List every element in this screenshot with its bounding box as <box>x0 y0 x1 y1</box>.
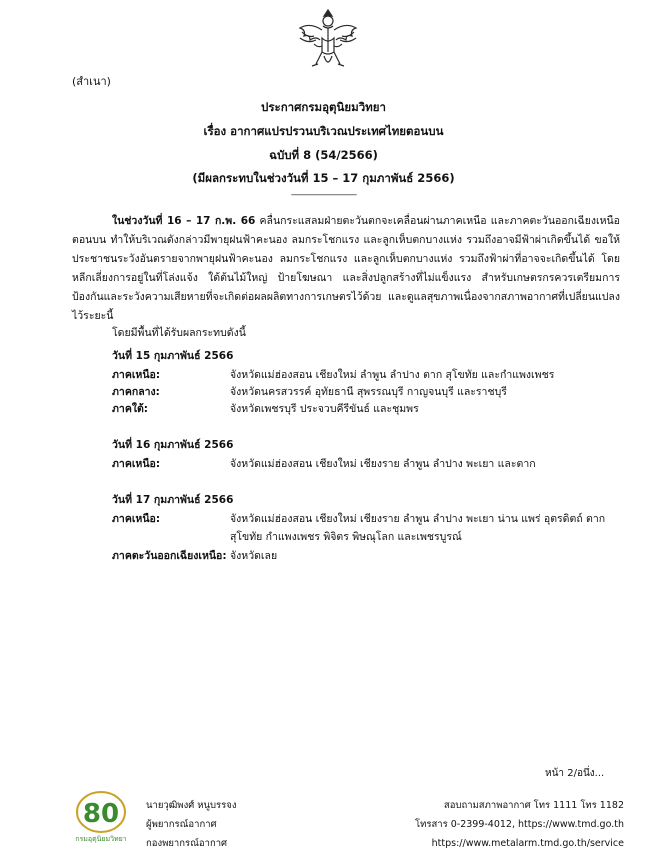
province-list: จังหวัดแม่ฮ่องสอน เชียงใหม่ ลำพูน ลำปาง ตาก สุโขทัย และกำแพงเพชร <box>230 369 555 381</box>
announcement-issuer: ประกาศกรมอุตุนิยมวิทยา <box>261 100 386 114</box>
region-name: ภาคเหนือ: <box>112 513 161 525</box>
province-list: จังหวัดเพชรบุรี ประจวบคีรีขันธ์ และชุมพร <box>230 403 419 415</box>
signer-name: นายวุฒิพงศ์ หนูบรรจง <box>146 800 237 811</box>
region-name: ภาคเหนือ: <box>112 369 161 381</box>
logo-number: 80 <box>82 799 120 829</box>
announcement-effective-period: (มีผลกระทบในช่วงวันที่ 15 – 17 กุมภาพันธ์ 2566) <box>192 171 455 185</box>
body-lead: ในช่วงวันที่ 16 – 17 ก.พ. 66 <box>112 215 256 227</box>
service-link[interactable]: https://www.metalarm.tmd.go.th/service <box>431 838 624 849</box>
day-title: วันที่ 15 กุมภาพันธ์ 2566 <box>112 350 234 362</box>
day-title: วันที่ 17 กุมภาพันธ์ 2566 <box>112 494 234 506</box>
logo-text: กรมอุตุนิยมวิทยา <box>75 835 127 843</box>
announcement-issue: ฉบับที่ 8 (54/2566) <box>269 148 378 162</box>
region-name: ภาคกลาง: <box>112 386 160 398</box>
province-list: จังหวัดนครสวรรค์ อุทัยธานี สุพรรณบุรี กาญจนบุรี และราชบุรี <box>230 386 507 398</box>
tmd-80th-anniversary-logo <box>72 788 130 846</box>
region-name: ภาคตะวันออกเฉียงเหนือ: <box>112 550 227 562</box>
signer-division: กองพยากรณ์อากาศ <box>146 838 228 849</box>
signer-role: ผู้พยากรณ์อากาศ <box>146 819 217 830</box>
divider-rule: ----------------------------- <box>290 190 357 200</box>
region-name: ภาคใต้: <box>112 403 148 415</box>
body-text: คลื่นกระแสลมฝ่ายตะวันตกจะเคลื่อนผ่านภาคเหนือ และภาคตะวันออกเฉียงเหนือตอนบน ทำให้บริเวณดังกล่าวมีพายุฝนฟ้าคะนอง ลมกระโชกแรง และลูกเห็บตกบางแห่ง รวมถึงอาจมีฟ้าผ่าเกิดขึ้นได้ ขอให้ประชาชนระวังอันตรายจากพายุฝนฟ้าคะนอง ลมกระโชกแรง และลูกเห็บตกบางแห่ง รวมถึงฟ้าผ่าที่อาจจะเกิดขึ้นได้ โดยหลีกเลี่ยงการอยู่ในที่โล่งแจ้ง ใต้ต้นไม้ใหญ่ ป้ายโฆษณา และสิ่งปลูกสร้างที่ไม่แข็งแรง สำหรับเกษตรกรควรเตรียมการป้องกันและระวังความเสียหายที่จะเกิดต่อผลผลิตทางการเกษตรไว้ด้วย และดูแลสุขภาพเนื่องจากสภาพอากาศที่เปลี่ยนแปลงไว้ระยะนี้ <box>72 215 620 322</box>
fax-and-website[interactable]: โทรสาร 0-2399-4012, https://www.tmd.go.th <box>415 819 624 830</box>
day-title: วันที่ 16 กุมภาพันธ์ 2566 <box>112 439 234 451</box>
signer-block <box>146 796 236 853</box>
affected-areas-intro: โดยมีพื้นที่ได้รับผลกระทบดังนี้ <box>112 327 246 339</box>
garuda-emblem-icon <box>296 8 360 70</box>
page-continuation: หน้า 2/อนึ่ง... <box>545 768 605 779</box>
province-list: จังหวัดเลย <box>230 550 278 562</box>
province-list: จังหวัดแม่ฮ่องสอน เชียงใหม่ เชียงราย ลำพูน ลำปาง พะเยา และตาก <box>230 458 536 470</box>
contact-block <box>400 796 624 853</box>
region-name: ภาคเหนือ: <box>112 458 161 470</box>
copy-label: (สำเนา) <box>72 75 111 88</box>
weather-hotline: สอบถามสภาพอากาศ โทร 1111 โทร 1182 <box>443 800 624 811</box>
announcement-body <box>72 212 620 326</box>
announcement-subject: เรื่อง อากาศแปรปรวนบริเวณประเทศไทยตอนบน <box>203 124 444 138</box>
province-list: จังหวัดแม่ฮ่องสอน เชียงใหม่ เชียงราย ลำพูน ลำปาง พะเยา น่าน แพร่ อุตรดิตถ์ ตาก สุโขทัย กำแพงเพชร พิจิตร พิษณุโลก และเพชรบูรณ์ <box>230 513 606 543</box>
